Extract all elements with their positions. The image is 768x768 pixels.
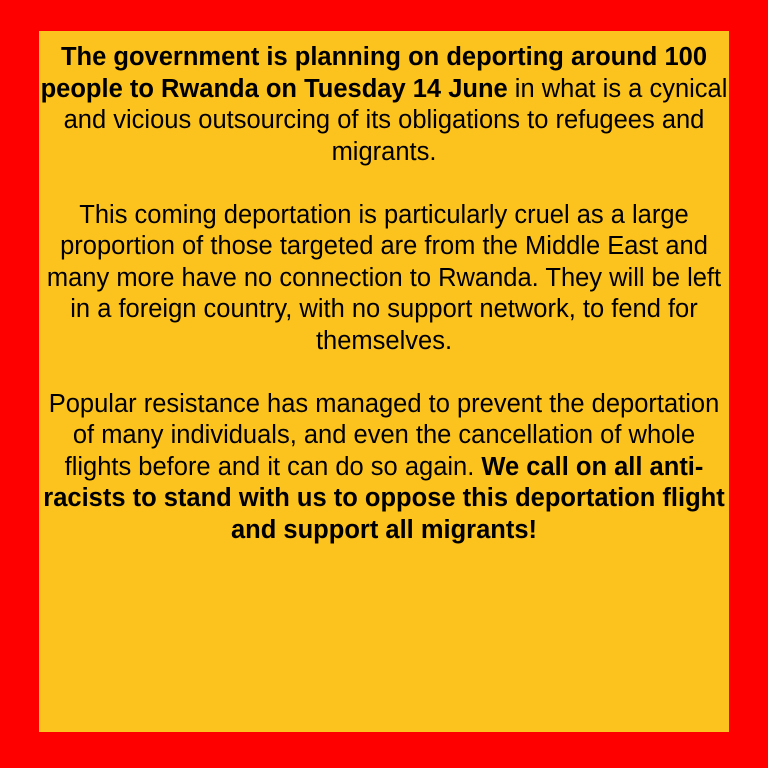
paragraph-resistance (39, 389, 729, 547)
announcement-text: in what is a cynical and vicious outsourcing of its obligations to refugees and migrants. (63, 74, 728, 166)
resistance-text: Popular resistance has managed to prevent the deportation of many individuals, and even the cancellation of whole flights before and it can do so again. (48, 389, 720, 481)
cruelty-text: This coming deportation is particularly cruel as a large proportion of those targeted are from the Middle East and many more have no connection to Rwanda. They will be left in a foreign country, with no support network, to fend for themselves. (46, 200, 722, 355)
paragraph-announcement (39, 42, 729, 168)
paragraph-cruelty (39, 200, 729, 358)
call-to-action-bold: We call on all anti-racists to stand with us to oppose this deportation flight and support all migrants! (43, 452, 725, 544)
message-panel (39, 31, 729, 732)
announcement-bold-lead: The government is planning on deporting around 100 people to Rwanda on Tuesday 14 June (40, 43, 708, 103)
